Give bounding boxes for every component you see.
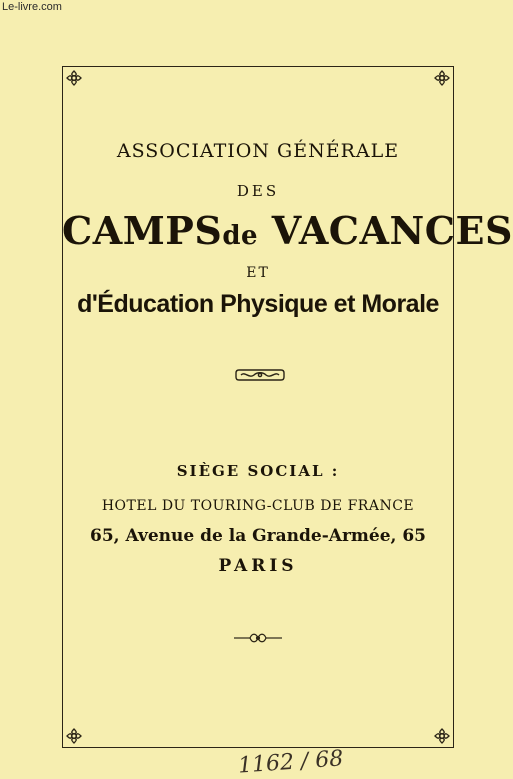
title-des: DES <box>236 182 280 200</box>
address-hotel: HOTEL DU TOURING-CLUB DE FRANCE <box>101 498 415 514</box>
fleur-corner-icon <box>65 727 83 745</box>
border-frame <box>62 66 454 748</box>
fleur-corner-icon <box>65 69 83 87</box>
title-education: d'Éducation Physique et Morale <box>77 290 439 318</box>
flourish-ornament-icon <box>232 630 284 644</box>
title-de-word: de <box>222 221 259 251</box>
handwritten-note: 1162 / 68 <box>237 746 345 779</box>
scroll-ornament-icon <box>233 366 287 384</box>
fleur-corner-icon <box>433 727 451 745</box>
title-association: ASSOCIATION GÉNÉRALE <box>116 140 400 162</box>
fleur-corner-icon <box>433 69 451 87</box>
address-street: 65, Avenue de la Grande-Armée, 65 <box>89 526 427 546</box>
title-camps-word: CAMPS <box>62 208 223 253</box>
address-city: PARIS <box>218 556 298 576</box>
watermark-text: Le-livre.com <box>2 1 62 13</box>
title-vacances-word: VACANCES <box>271 208 513 253</box>
title-camps-de-vacances <box>62 208 513 253</box>
siege-social-heading: SIÈGE SOCIAL : <box>176 462 340 480</box>
title-et: ET <box>246 265 270 281</box>
